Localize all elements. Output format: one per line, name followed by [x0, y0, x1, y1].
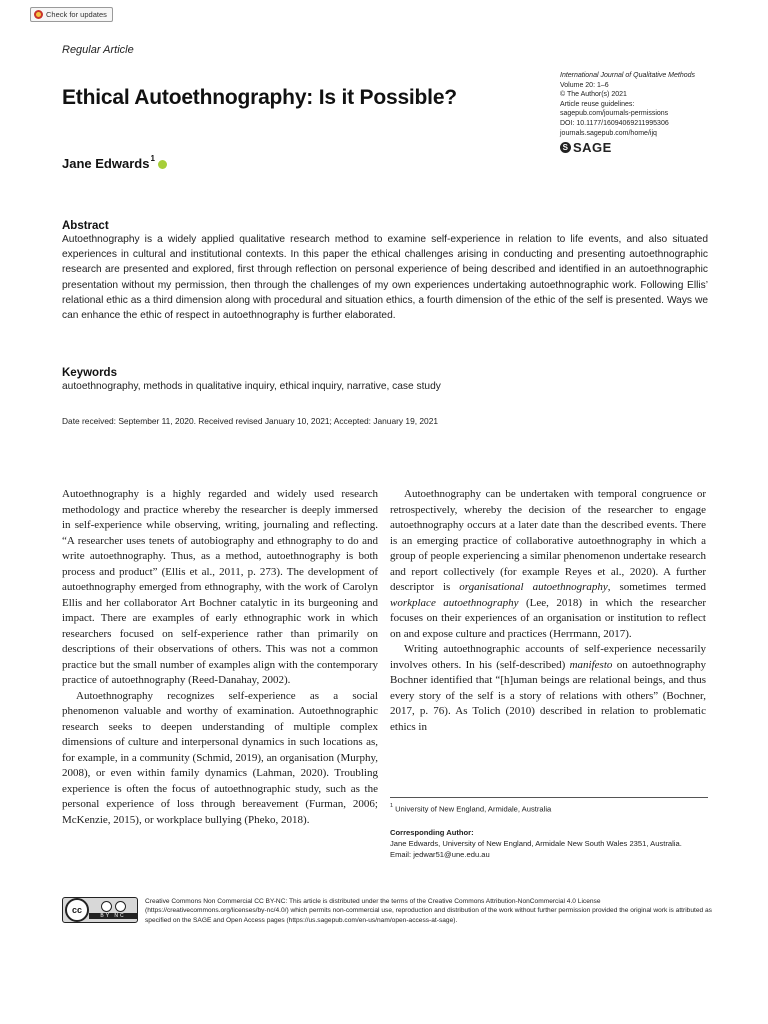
footnote-mark: 1 — [390, 803, 394, 809]
attribution-icon — [101, 901, 112, 912]
license-block — [30, 893, 720, 935]
journal-meta — [560, 71, 730, 153]
journal-copyright: © The Author(s) 2021 — [560, 91, 627, 99]
abstract-section — [62, 220, 708, 323]
article-type: Regular Article — [62, 44, 134, 56]
journal-reuse: Article reuse guidelines: — [560, 100, 635, 108]
orcid-icon[interactable] — [158, 160, 167, 169]
sage-logo-icon: S — [560, 142, 571, 153]
author-name: Jane Edwards — [62, 156, 150, 171]
corresponding-author-address: Jane Edwards, University of New England, Armidale New South Wales 2351, Australia. — [390, 838, 682, 848]
keywords-heading: Keywords — [62, 367, 117, 379]
cc-badge-icons — [89, 901, 137, 919]
journal-volume: Volume 20: 1–6 — [560, 81, 609, 89]
journal-name: International Journal of Qualitative Methods — [560, 72, 696, 79]
body-column-right — [390, 487, 706, 735]
abstract-heading: Abstract — [62, 220, 109, 232]
body-paragraph: Autoethnography recognizes self-experience as a social phenomenon valuable and worthy of examination. Autoethnographic research seeks to deepen understanding of multiple complex dimensions of culture and interpersonal dynamics in such locations as, for example, in a community (Schmid, 2019), an organisation (Murphy, 2008), or even within family dynamics (Lahman, 2020). Troubling experience is often the focus of autoethnographic study, such as the personal experience of loss through bereavement (Furman, 2006; McKenzie, 2015), or workplace bullying (Pheko, 2018). — [62, 689, 378, 826]
author-affiliation-mark: 1 — [150, 154, 155, 163]
noncommercial-icon — [115, 901, 126, 912]
keywords-section — [62, 367, 708, 394]
abstract-text: Autoethnography is a widely applied qualitative research method to examine self-experience in relation to life events, and also situated experiences in cultural and institutional contexts. In this paper the ethical challenges arising in conducting and presenting autoethnographic research are presented and explored, first through reflection on personal experience of being described and identified in an autoethnographic presentation without my permission, then through the challenges of my own experiences undertaking autoethnographic work. Following Ellis’ relational ethic as a third dimension along with procedural and situation ethics, a fourth dimension of the ethic of the self is presented. Ways we can enhance the ethic of respect in autoethnography is further elaborated. — [62, 234, 708, 322]
body-text: Writing autoethnographic accounts of self-experience necessarily involves others. In his (self-described) — [390, 643, 706, 671]
keywords-text: autoethnography, methods in qualitative inquiry, ethical inquiry, narrative, case study — [62, 381, 441, 392]
body-text: , sometimes termed — [607, 581, 706, 593]
body-emphasis: workplace autoethnography — [390, 596, 519, 609]
body-paragraph — [390, 642, 706, 735]
cc-badge-strip: BY NC — [89, 913, 137, 919]
cc-by-nc-badge[interactable] — [62, 897, 138, 923]
sage-logo-text: SAGE — [573, 139, 612, 155]
journal-home-link[interactable]: journals.sagepub.com/home/ijq — [560, 129, 657, 137]
footnotes — [390, 802, 708, 860]
cc-icon: cc — [65, 898, 89, 922]
body-emphasis: manifesto — [569, 658, 613, 671]
check-for-updates-button[interactable] — [30, 7, 113, 22]
body-text: Autoethnography can be undertaken with temporal congruence or retrospectively, whereby the decision of the researcher to engage autoethnography occurs at a later date than the described events. There is an emerging practice of collaborative autoethnography in which a group of people experiencing a similar phenomenon undertake research and report collectively (for example Reyes et al., 2020). A further descriptor is — [390, 488, 706, 593]
body-emphasis: organisational autoethnography — [459, 581, 608, 593]
journal-doi[interactable]: DOI: 10.1177/16094069211995306 — [560, 119, 669, 127]
author — [62, 156, 167, 171]
footnote-divider — [390, 797, 708, 798]
body-paragraph: Autoethnography is a highly regarded and widely used research methodology and practice whereby the researcher is deeply immersed in self-experience while observing, writing, journaling and reflecting. “A researcher uses tenets of autobiography and ethnography to do and write autoethnography. Thus, as a method, autoethnography is both process and product” (Ellis et al., 2011, p. 273). The development of autoethnography emerged from ethnography, with the work of Carolyn Ellis and her collaborator Art Bochner catalytic in its burgeoning and impact. There are examples of early ethnographic work in which researchers focused on self-experience rather than primarily on descriptions of their observations of others. This was not a common practice but the small number of examples align with the contemporary practice of autoethnography (Reed-Danahay, 2002). — [62, 488, 378, 686]
sage-logo — [560, 139, 730, 155]
journal-reuse-link[interactable]: sagepub.com/journals-permissions — [560, 110, 669, 118]
license-text: Creative Commons Non Commercial CC BY-NC: This article is distributed under the terms of the Creative Commons Attribution-NonCommercial 4.0 License (https://creativecommons.org/licenses/by-nc/4.0/) which permits non-commercial use, reproduction and distribution of the work without further permission provided the original work is attributed as specified on the SAGE and Open Access pages (https://us.sagepub.com/en-us/nam/open-access-at-sage). — [145, 898, 712, 924]
affiliation-footnote — [390, 802, 708, 815]
corresponding-author-heading: Corresponding Author: — [390, 827, 474, 837]
affiliation-text: University of New England, Armidale, Australia — [395, 804, 552, 814]
body-text: on autoethnography Bochner identified that “[h]uman beings are relational beings, and thus every story of the self is a story of relations with others” (Bochner, 2017, p. 76). As Tolich (2010) described in relation to problematic ethics in — [390, 658, 706, 733]
body-paragraph — [390, 487, 706, 642]
article-dates: Date received: September 11, 2020. Received revised January 10, 2021; Accepted: January 19, 2021 — [62, 416, 439, 426]
check-for-updates-label: Check for updates — [46, 10, 107, 19]
body-text: (Lee, 2018) in which the researcher focuses on their experiences of an organisation or institution to reflect on and expose culture and practices (Herrmann, 2017). — [390, 596, 706, 640]
corresponding-author-email[interactable]: Email: jedwar51@une.edu.au — [390, 849, 490, 859]
body-column-left — [62, 487, 378, 828]
article-title: Ethical Autoethnography: Is it Possible? — [62, 86, 457, 109]
crossmark-icon — [34, 10, 43, 19]
